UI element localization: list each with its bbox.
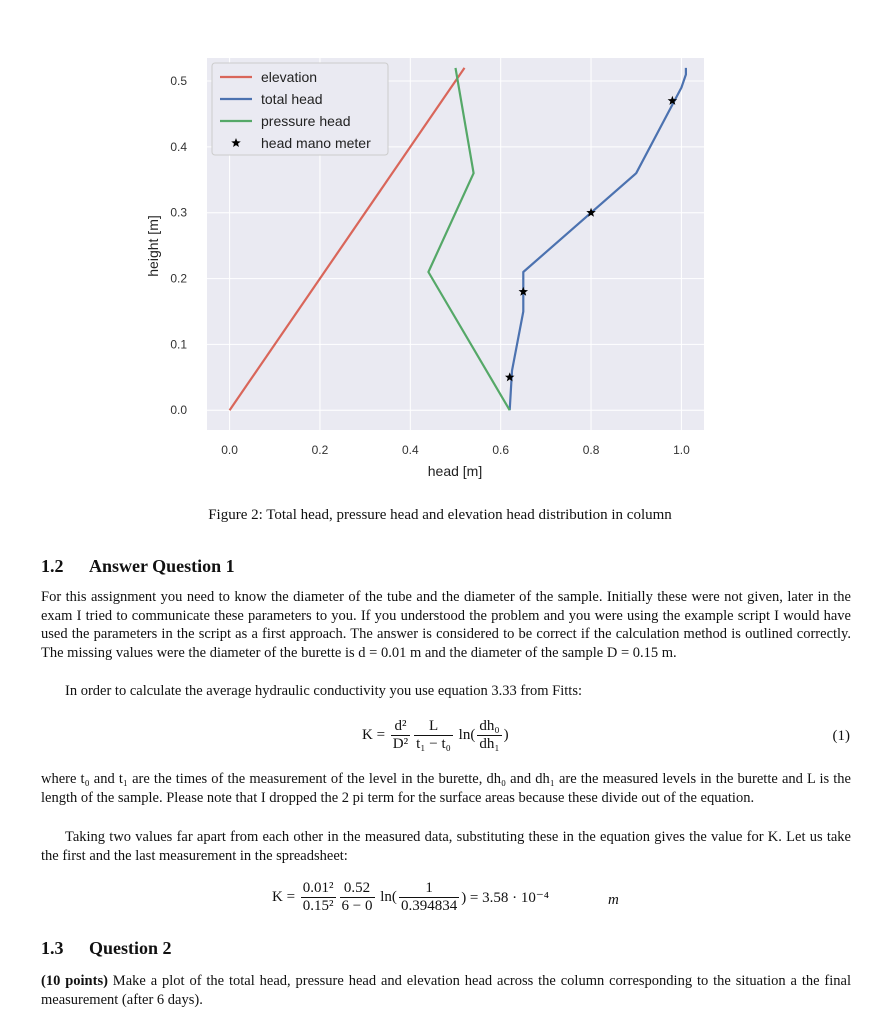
eq2-fraction-length-time bbox=[340, 880, 375, 915]
eq2-f2-den: 6 − 0 bbox=[341, 898, 373, 914]
paragraph-2: In order to calculate the average hydraulic conductivity you use equation 3.33 from Fitts: bbox=[65, 683, 583, 699]
head-distribution-chart bbox=[0, 0, 880, 500]
eq1-fraction-d-over-D bbox=[391, 718, 410, 753]
equation-number: (1) bbox=[832, 728, 850, 744]
eq1-f2-num: L bbox=[414, 718, 453, 736]
eq2-unit: m bbox=[608, 892, 619, 908]
eq2-rhs: ) = 3.58 · 10⁻⁴ bbox=[461, 890, 550, 906]
eq1-f3-den: dh₁ bbox=[479, 736, 500, 752]
x-tick-label: 0.2 bbox=[311, 443, 329, 457]
section-title: Answer Question 1 bbox=[89, 556, 235, 576]
eq1-f3-num: dh₀ bbox=[479, 718, 500, 734]
eq2-f3-den: 0.394834 bbox=[400, 898, 458, 914]
section-title: Question 2 bbox=[89, 938, 172, 958]
eq2-f2-num: 0.52 bbox=[340, 880, 375, 898]
eq2-f1-den: 0.15² bbox=[302, 898, 334, 914]
x-tick-label: 0.0 bbox=[221, 443, 238, 457]
eq2-fraction-heads bbox=[399, 880, 459, 915]
y-tick-label: 0.3 bbox=[170, 205, 187, 220]
y-tick-label: 0.4 bbox=[170, 139, 187, 154]
paragraph-3: where t₀ and t₁ are the times of the measurement of the level in the burette, dh₀ and dh₁ are the measured levels in the burette and L is the length of the sample. Please note that I dropped the 2 pi term for the surface areas because these divide out of the equation. bbox=[41, 771, 851, 806]
y-axis-label: height [m] bbox=[145, 215, 161, 277]
y-tick-label: 0.5 bbox=[170, 74, 187, 89]
x-tick-label: 0.8 bbox=[582, 443, 600, 457]
x-ticks bbox=[221, 443, 690, 457]
section-number: 1.2 bbox=[41, 556, 64, 576]
x-tick-label: 0.4 bbox=[401, 443, 419, 457]
question-2-body: Make a plot of the total head, pressure head and elevation head across the column corresponding to the situation a the final measurement (after 6 days). bbox=[41, 973, 851, 1008]
points-label: (10 points) bbox=[41, 973, 108, 989]
eq1-fraction-dh bbox=[477, 718, 501, 753]
eq1-close: ) bbox=[503, 727, 509, 743]
eq1-f2-den: t₁ − t₀ bbox=[416, 736, 451, 752]
y-tick-label: 0.1 bbox=[170, 337, 187, 352]
eq2-lhs: K = bbox=[272, 889, 296, 905]
y-ticks bbox=[170, 74, 187, 417]
x-axis-label: head [m] bbox=[427, 463, 483, 479]
eq2-f1-num: 0.01² bbox=[302, 880, 334, 896]
eq2-fraction-diameters bbox=[301, 880, 336, 915]
paragraph-4: Taking two values far apart from each other in the measured data, substituting these in the equation gives the value for K. Let us take the first and the last measurement in the spreadsheet: bbox=[41, 829, 851, 864]
eq2-f3-num: 1 bbox=[399, 880, 459, 898]
legend-label-head-mano-meter: head mano meter bbox=[261, 135, 371, 151]
y-tick-label: 0.0 bbox=[170, 403, 187, 418]
paragraph-1: For this assignment you need to know the diameter of the tube and the diameter of the sample. Initially these were not given, later in the exam I tried to communicate these parameters to you. If you understood the problem and you were using the example script I would have used the parameters in the script as a first approach. The answer is considered to be correct if the calculation method is outlined correctly. The missing values were the diameter of the burette is d = 0.01 m and the diameter of the sample D = 0.15 m. bbox=[41, 589, 851, 661]
eq2-ln: ln( bbox=[380, 889, 397, 905]
eq1-f1-den: D² bbox=[392, 736, 409, 752]
eq1-f1-num: d² bbox=[391, 718, 410, 736]
legend-label-elevation: elevation bbox=[261, 69, 318, 85]
legend bbox=[212, 63, 388, 155]
x-tick-label: 0.6 bbox=[492, 443, 510, 457]
section-number: 1.3 bbox=[41, 938, 64, 958]
section-1-3-heading bbox=[41, 938, 172, 959]
y-tick-label: 0.2 bbox=[170, 271, 187, 286]
x-tick-label: 1.0 bbox=[673, 443, 690, 457]
eq1-lhs: K = bbox=[362, 727, 386, 743]
question-2-text bbox=[41, 972, 851, 1009]
legend-label-pressure-head: pressure head bbox=[261, 113, 351, 129]
section-1-2-heading bbox=[41, 556, 235, 577]
eq1-ln: ln( bbox=[458, 727, 476, 743]
eq1-fraction-L-over-t bbox=[414, 718, 453, 753]
figure-caption: Figure 2: Total head, pressure head and elevation head distribution in column bbox=[208, 507, 672, 523]
legend-label-total-head: total head bbox=[261, 91, 323, 107]
